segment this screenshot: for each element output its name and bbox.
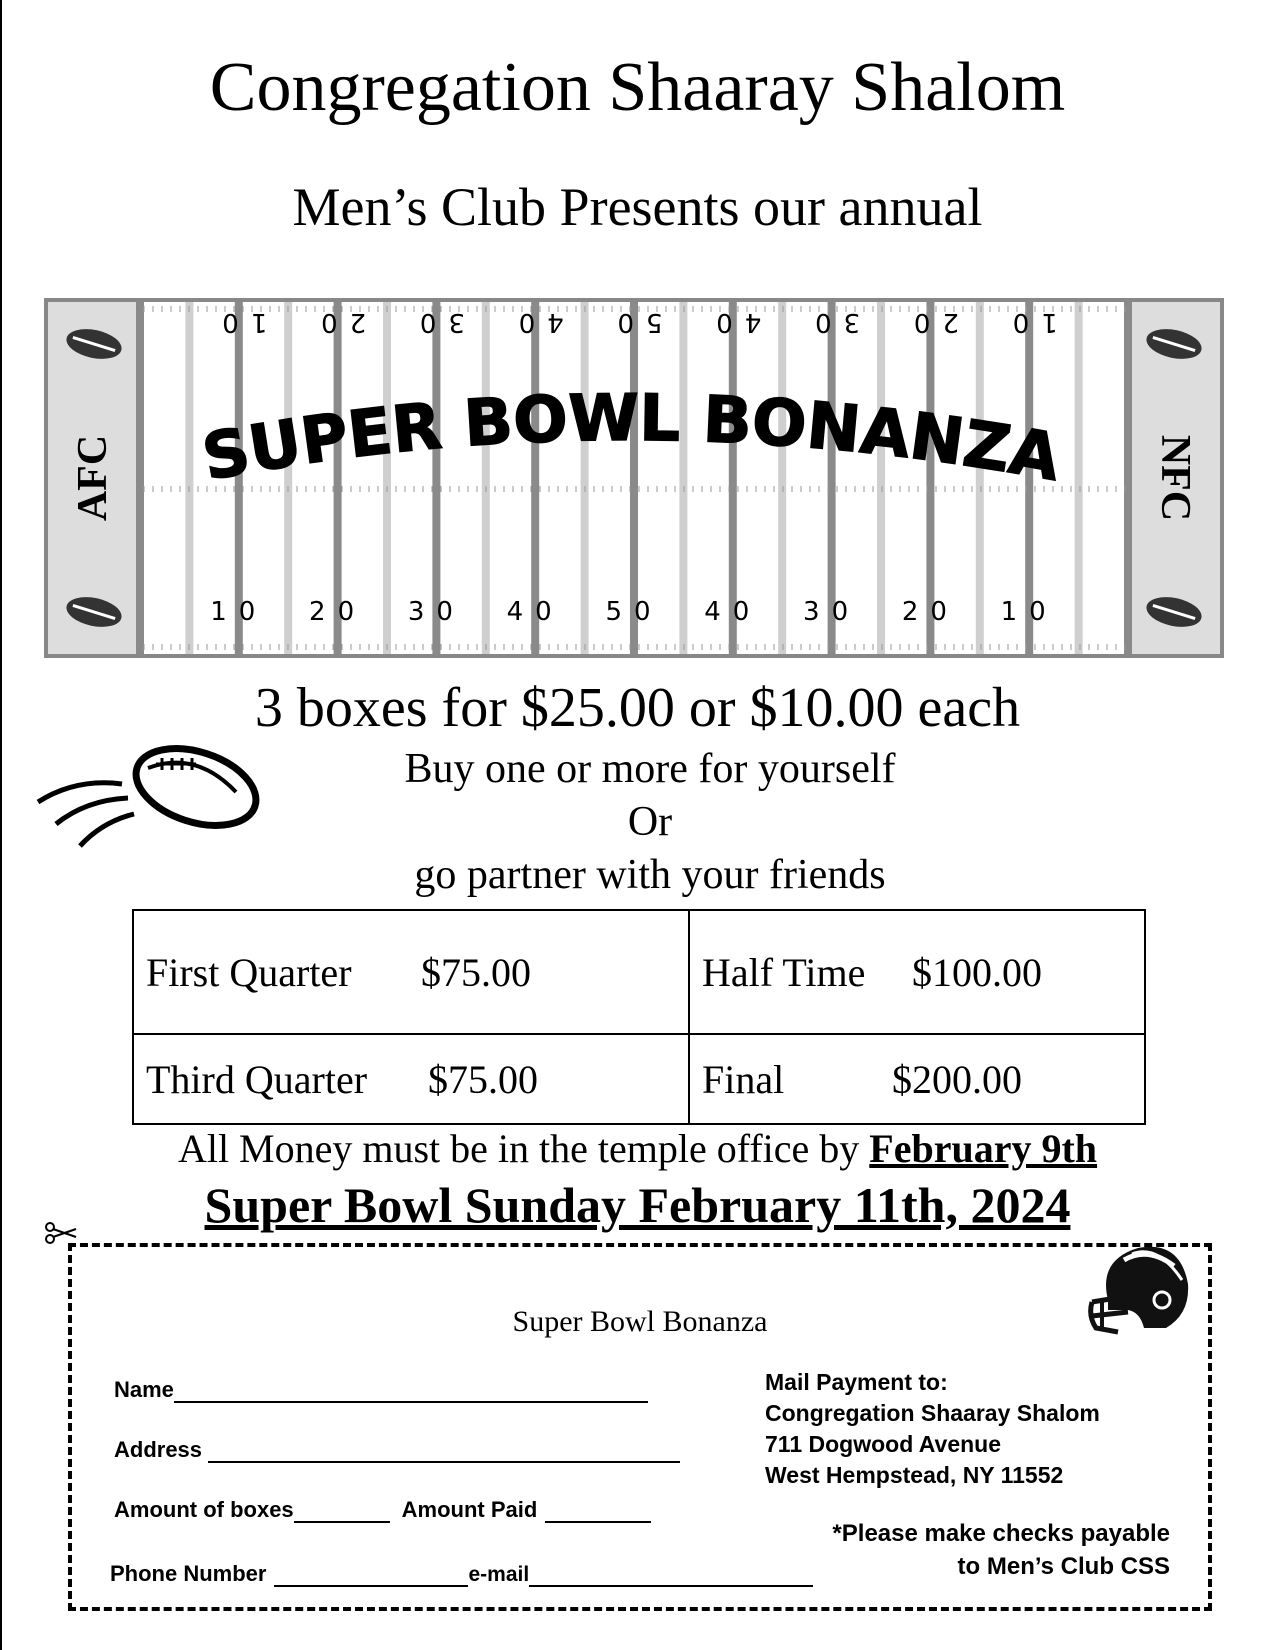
amount-paid-label: Amount Paid [401, 1497, 538, 1522]
pitch-line-1: Buy one or more for yourself [404, 746, 896, 792]
yard-line [778, 302, 786, 654]
yard-number: 10 [1000, 597, 1058, 627]
yard-number: 20 [901, 597, 959, 627]
prize-label: Third Quarter [146, 1056, 368, 1102]
deadline-date: February 9th [869, 1126, 1098, 1171]
pitch-line-or: Or [627, 799, 673, 845]
amount-row [114, 1497, 651, 1523]
yard-number: 40 [506, 307, 564, 337]
yard-number: 30 [407, 307, 465, 337]
yard-number: 40 [506, 597, 564, 627]
email-label: e-mail [468, 1563, 530, 1586]
yard-line [1075, 302, 1083, 654]
game-date: Super Bowl Sunday February 11th, 2024 [204, 1177, 1071, 1233]
amount-boxes-field[interactable] [294, 1501, 390, 1523]
yard-number: 10 [210, 307, 268, 337]
yard-numbers-top [210, 307, 1057, 337]
yard-number: 10 [1000, 307, 1058, 337]
prize-label: Final [702, 1056, 785, 1102]
mail-line: Congregation Shaaray Shalom [765, 1400, 1100, 1426]
prize-cell [689, 910, 1145, 1034]
order-coupon [68, 1243, 1212, 1611]
prize-table [132, 909, 1146, 1125]
yard-line [383, 302, 391, 654]
scissors-icon [44, 1222, 78, 1244]
mail-address-block [765, 1367, 1100, 1491]
football-helmet-icon [1088, 1240, 1192, 1336]
name-label: Name [114, 1377, 174, 1402]
yard-line [581, 302, 589, 654]
prize-cell [133, 1034, 689, 1124]
email-field[interactable] [529, 1565, 813, 1587]
deadline-text: All Money must be in the temple office by [177, 1126, 870, 1171]
yard-number: 30 [803, 597, 861, 627]
yard-numbers-bottom [210, 597, 1057, 627]
prize-amount: $200.00 [892, 1056, 1022, 1102]
payable-line: to Men’s Club CSS [957, 1553, 1170, 1580]
yard-line [679, 302, 687, 654]
payable-note [832, 1517, 1170, 1583]
yard-number: 40 [704, 597, 762, 627]
amount-boxes-label: Amount of boxes [114, 1497, 294, 1522]
name-field[interactable] [174, 1381, 648, 1403]
payable-line: *Please make checks payable [832, 1520, 1170, 1547]
name-row [114, 1377, 648, 1403]
coupon-title: Super Bowl Bonanza [512, 1305, 768, 1338]
yard-line [185, 302, 193, 654]
yard-number: 30 [803, 307, 861, 337]
deadline-line [0, 1125, 1275, 1172]
amount-paid-field[interactable] [545, 1501, 651, 1523]
football-field-banner [44, 298, 1224, 658]
yard-number: 20 [309, 597, 367, 627]
prize-label: First Quarter [146, 949, 352, 995]
yard-number: 10 [210, 597, 268, 627]
yard-line [1124, 302, 1132, 654]
banner-title: SUPER BOWL BONANZA [197, 381, 1066, 497]
yard-line [482, 302, 490, 654]
yard-number: 40 [704, 307, 762, 337]
address-row [114, 1437, 680, 1463]
table-row [133, 1034, 1145, 1124]
yard-line [877, 302, 885, 654]
prize-cell [133, 910, 689, 1034]
organization-title: Congregation Shaaray Shalom [209, 49, 1066, 126]
yard-number: 50 [605, 307, 663, 337]
yard-line [136, 302, 144, 654]
yard-number: 20 [309, 307, 367, 337]
mail-heading: Mail Payment to: [765, 1369, 948, 1395]
presents-line: Men’s Club Presents our annual [292, 177, 983, 237]
address-field[interactable] [208, 1441, 680, 1463]
prize-amount: $75.00 [421, 949, 531, 995]
prize-label: Half Time [702, 949, 866, 995]
pitch-line-partner: go partner with your friends [414, 852, 886, 898]
prize-amount: $75.00 [428, 1056, 538, 1102]
nfc-label: NFC [1152, 434, 1198, 522]
address-label: Address [114, 1437, 203, 1462]
mail-line: 711 Dogwood Avenue [765, 1431, 1002, 1457]
contact-row [110, 1561, 813, 1587]
phone-field[interactable] [274, 1565, 468, 1587]
prize-amount: $100.00 [912, 949, 1042, 995]
phone-label: Phone Number [110, 1561, 267, 1586]
prize-cell [689, 1034, 1145, 1124]
table-row [133, 910, 1145, 1034]
mail-line: West Hempstead, NY 11552 [765, 1462, 1064, 1488]
afc-label: AFC [70, 434, 116, 522]
price-headline: 3 boxes for $25.00 or $10.00 each [254, 677, 1021, 739]
yard-number: 50 [605, 597, 663, 627]
yard-number: 30 [407, 597, 465, 627]
yard-number: 20 [901, 307, 959, 337]
